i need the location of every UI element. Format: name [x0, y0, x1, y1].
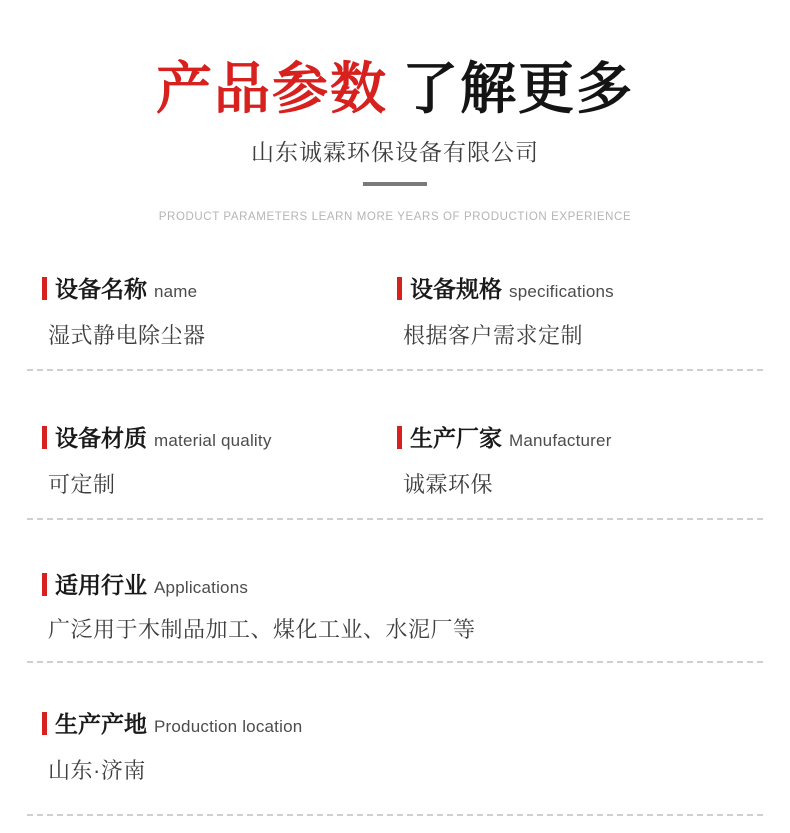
divider-mini-bar — [363, 182, 427, 186]
dashed-divider — [27, 814, 763, 816]
param-value: 根据客户需求定制 — [403, 323, 584, 348]
param-row-1 — [0, 224, 790, 369]
param-label-row — [42, 425, 395, 454]
red-accent-bar — [397, 426, 402, 449]
param-label-en: Manufacturer — [509, 431, 612, 450]
red-accent-bar — [42, 277, 47, 300]
parameters-section — [0, 224, 790, 816]
param-value: 广泛用于木制品加工、煤化工业、水泥厂等 — [48, 617, 476, 642]
param-value: 山东·济南 — [48, 758, 146, 783]
red-accent-bar — [42, 712, 47, 735]
param-label-row — [397, 425, 790, 454]
param-label-row — [42, 276, 395, 305]
param-row-3 — [0, 520, 790, 661]
red-accent-bar — [397, 277, 402, 300]
param-row-2 — [0, 371, 790, 518]
page-title — [0, 58, 790, 120]
page-header — [0, 0, 790, 224]
param-label-en: name — [154, 282, 198, 301]
param-label-en: specifications — [509, 282, 614, 301]
page-title-rest: 了解更多 — [402, 57, 634, 120]
param-material — [0, 425, 395, 498]
page-title-highlight: 产品参数 — [156, 57, 388, 120]
param-label: 设备规格 — [410, 276, 502, 302]
param-manufacturer — [395, 425, 790, 498]
param-device-name — [0, 276, 395, 349]
param-label: 设备名称 — [55, 276, 147, 302]
param-label-row — [42, 711, 790, 740]
red-accent-bar — [42, 426, 47, 449]
param-production-location — [0, 711, 790, 784]
param-label: 设备材质 — [55, 425, 147, 451]
param-label-row — [42, 572, 790, 601]
param-applications — [0, 572, 790, 643]
param-label-row — [397, 276, 790, 305]
param-label-en: material quality — [154, 431, 272, 450]
param-specifications — [395, 276, 790, 349]
param-value: 湿式静电除尘器 — [48, 323, 206, 348]
english-caption: PRODUCT PARAMETERS LEARN MORE YEARS OF PRODUCTION EXPERIENCE — [158, 211, 632, 223]
param-label: 适用行业 — [55, 572, 147, 598]
param-label-en: Production location — [154, 717, 303, 736]
company-name: 山东诚霖环保设备有限公司 — [251, 139, 539, 165]
param-value: 可定制 — [48, 472, 116, 497]
param-value: 诚霖环保 — [403, 472, 494, 497]
param-label: 生产厂家 — [410, 425, 502, 451]
param-row-4 — [0, 663, 790, 814]
param-label: 生产产地 — [55, 711, 147, 737]
red-accent-bar — [42, 573, 47, 596]
param-label-en: Applications — [154, 578, 249, 597]
